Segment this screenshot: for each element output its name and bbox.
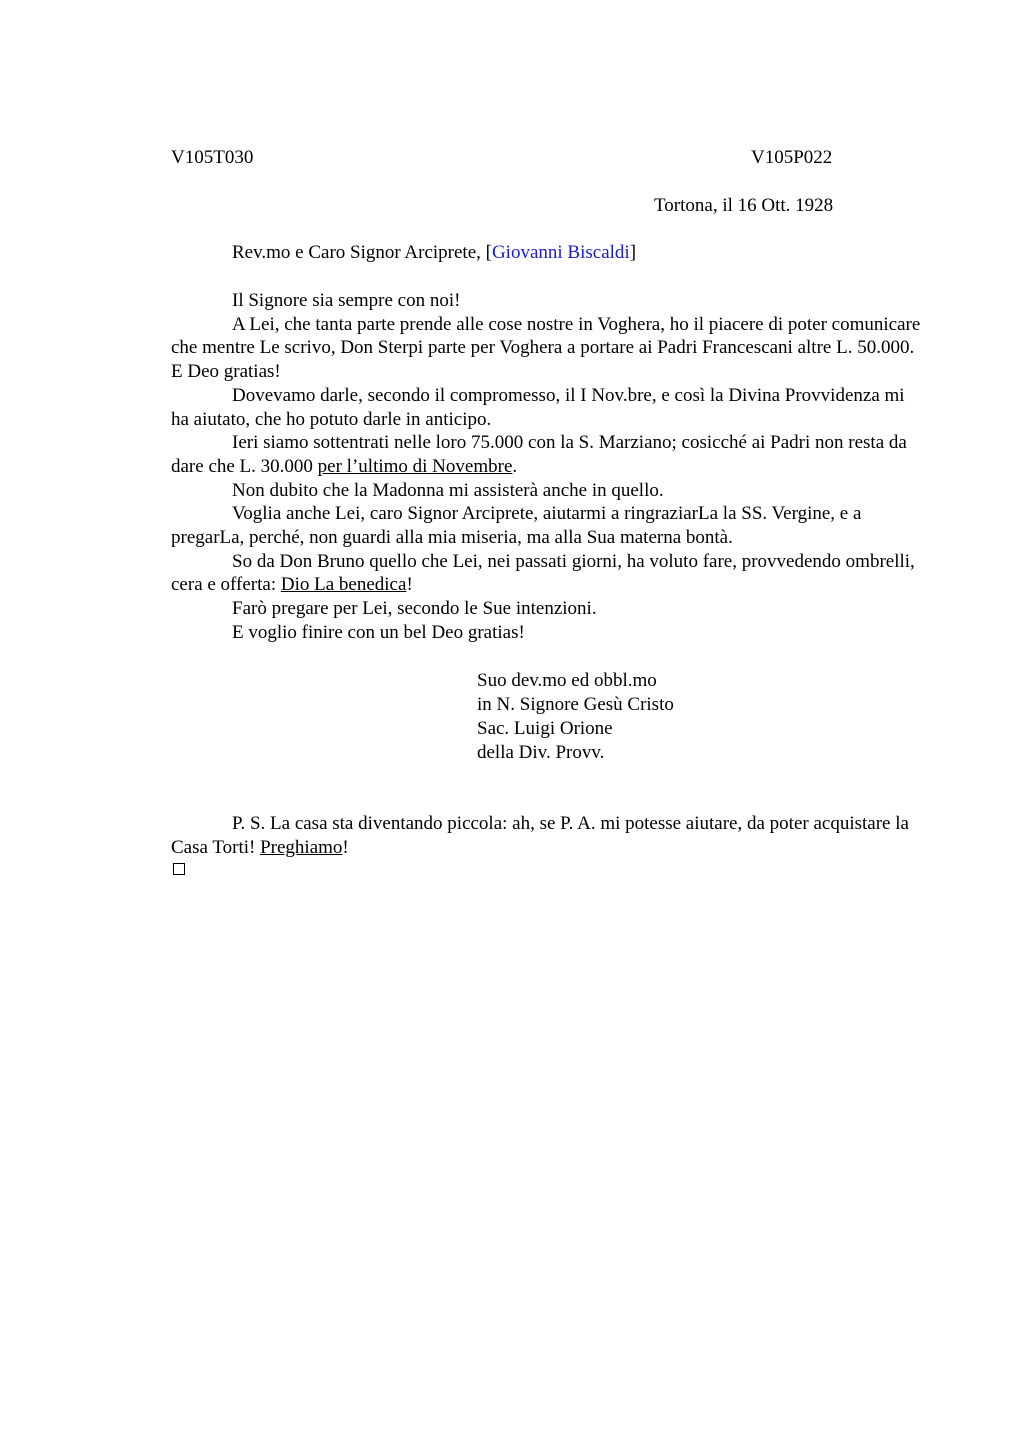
underlined-preghiamo: Preghiamo	[260, 836, 343, 858]
letter-body	[171, 289, 926, 645]
paragraph-don-bruno	[171, 550, 926, 597]
paragraph-don-bruno-end: !	[406, 574, 413, 596]
paragraph-pregare: Farò pregare per Lei, secondo le Sue intenzioni.	[232, 598, 597, 620]
signature-block	[477, 669, 674, 765]
signature-line-3: Sac. Luigi Orione	[477, 718, 613, 739]
salutation-text: Rev.mo e Caro Signor Arciprete, [	[232, 242, 492, 263]
paragraph-greeting: Il Signore sia sempre con noi!	[232, 290, 461, 311]
underlined-novembre: per l’ultimo di Novembre	[317, 455, 513, 477]
paragraph-marziano-end: .	[512, 455, 518, 477]
paragraph-compromesso: Dovevamo darle, secondo il compromesso, il I Nov.bre, e così la Divina Provvidenza mi ha aiutato, che ho potuto darle in anticipo.	[171, 384, 905, 430]
paragraph-deo-gratias: E voglio finire con un bel Deo gratias!	[232, 621, 525, 643]
signature-line-4: della Div. Provv.	[477, 742, 605, 763]
postscript	[171, 812, 926, 859]
paragraph-don-bruno-text: So da Don Bruno quello che Lei, nei passati giorni, ha voluto fare, provvedendo ombrelli, cera e offerta:	[171, 550, 915, 596]
place-and-date: Tortona, il 16 Ott. 1928	[654, 195, 834, 216]
underlined-benedica: Dio La benedica	[280, 574, 407, 596]
postscript-end: !	[342, 836, 349, 858]
document-code-left: V105T030	[171, 147, 254, 168]
signature-line-2: in N. Signore Gesù Cristo	[477, 694, 674, 715]
paragraph-ringraziare: Voglia anche Lei, caro Signor Arciprete, aiutarmi a ringraziarLa la SS. Vergine, e a pregarLa, perché, non guardi alla mia miseria, ma alla Sua materna bontà.	[171, 503, 862, 549]
paragraph-madonna: Non dubito che la Madonna mi assisterà anche in quello.	[232, 479, 664, 501]
postscript-paragraph	[171, 812, 926, 859]
recipient-link[interactable]: Giovanni Biscaldi	[491, 242, 630, 263]
salutation-close-bracket: ]	[629, 242, 637, 263]
paragraph-voghera: A Lei, che tanta parte prende alle cose nostre in Voghera, ho il piacere di poter comunicare che mentre Le scrivo, Don Sterpi parte per Voghera a portare ai Padri Francescani altre L. 50.000. E Deo gratias!	[171, 313, 921, 383]
postscript-text: P. S. La casa sta diventando piccola: ah, se P. A. mi potesse aiutare, da poter acquistare la Casa Torti!	[171, 813, 909, 858]
paragraph-marziano	[171, 431, 926, 478]
document-code-right: V105P022	[751, 147, 833, 168]
salutation	[232, 241, 636, 265]
end-square-icon	[173, 863, 185, 875]
signature-line-1: Suo dev.mo ed obbl.mo	[477, 670, 657, 691]
paragraph-marziano-text: Ieri siamo sottentrati nelle loro 75.000 con la S. Marziano; cosicché ai Padri non resta da dare che L. 30.000	[171, 432, 907, 477]
